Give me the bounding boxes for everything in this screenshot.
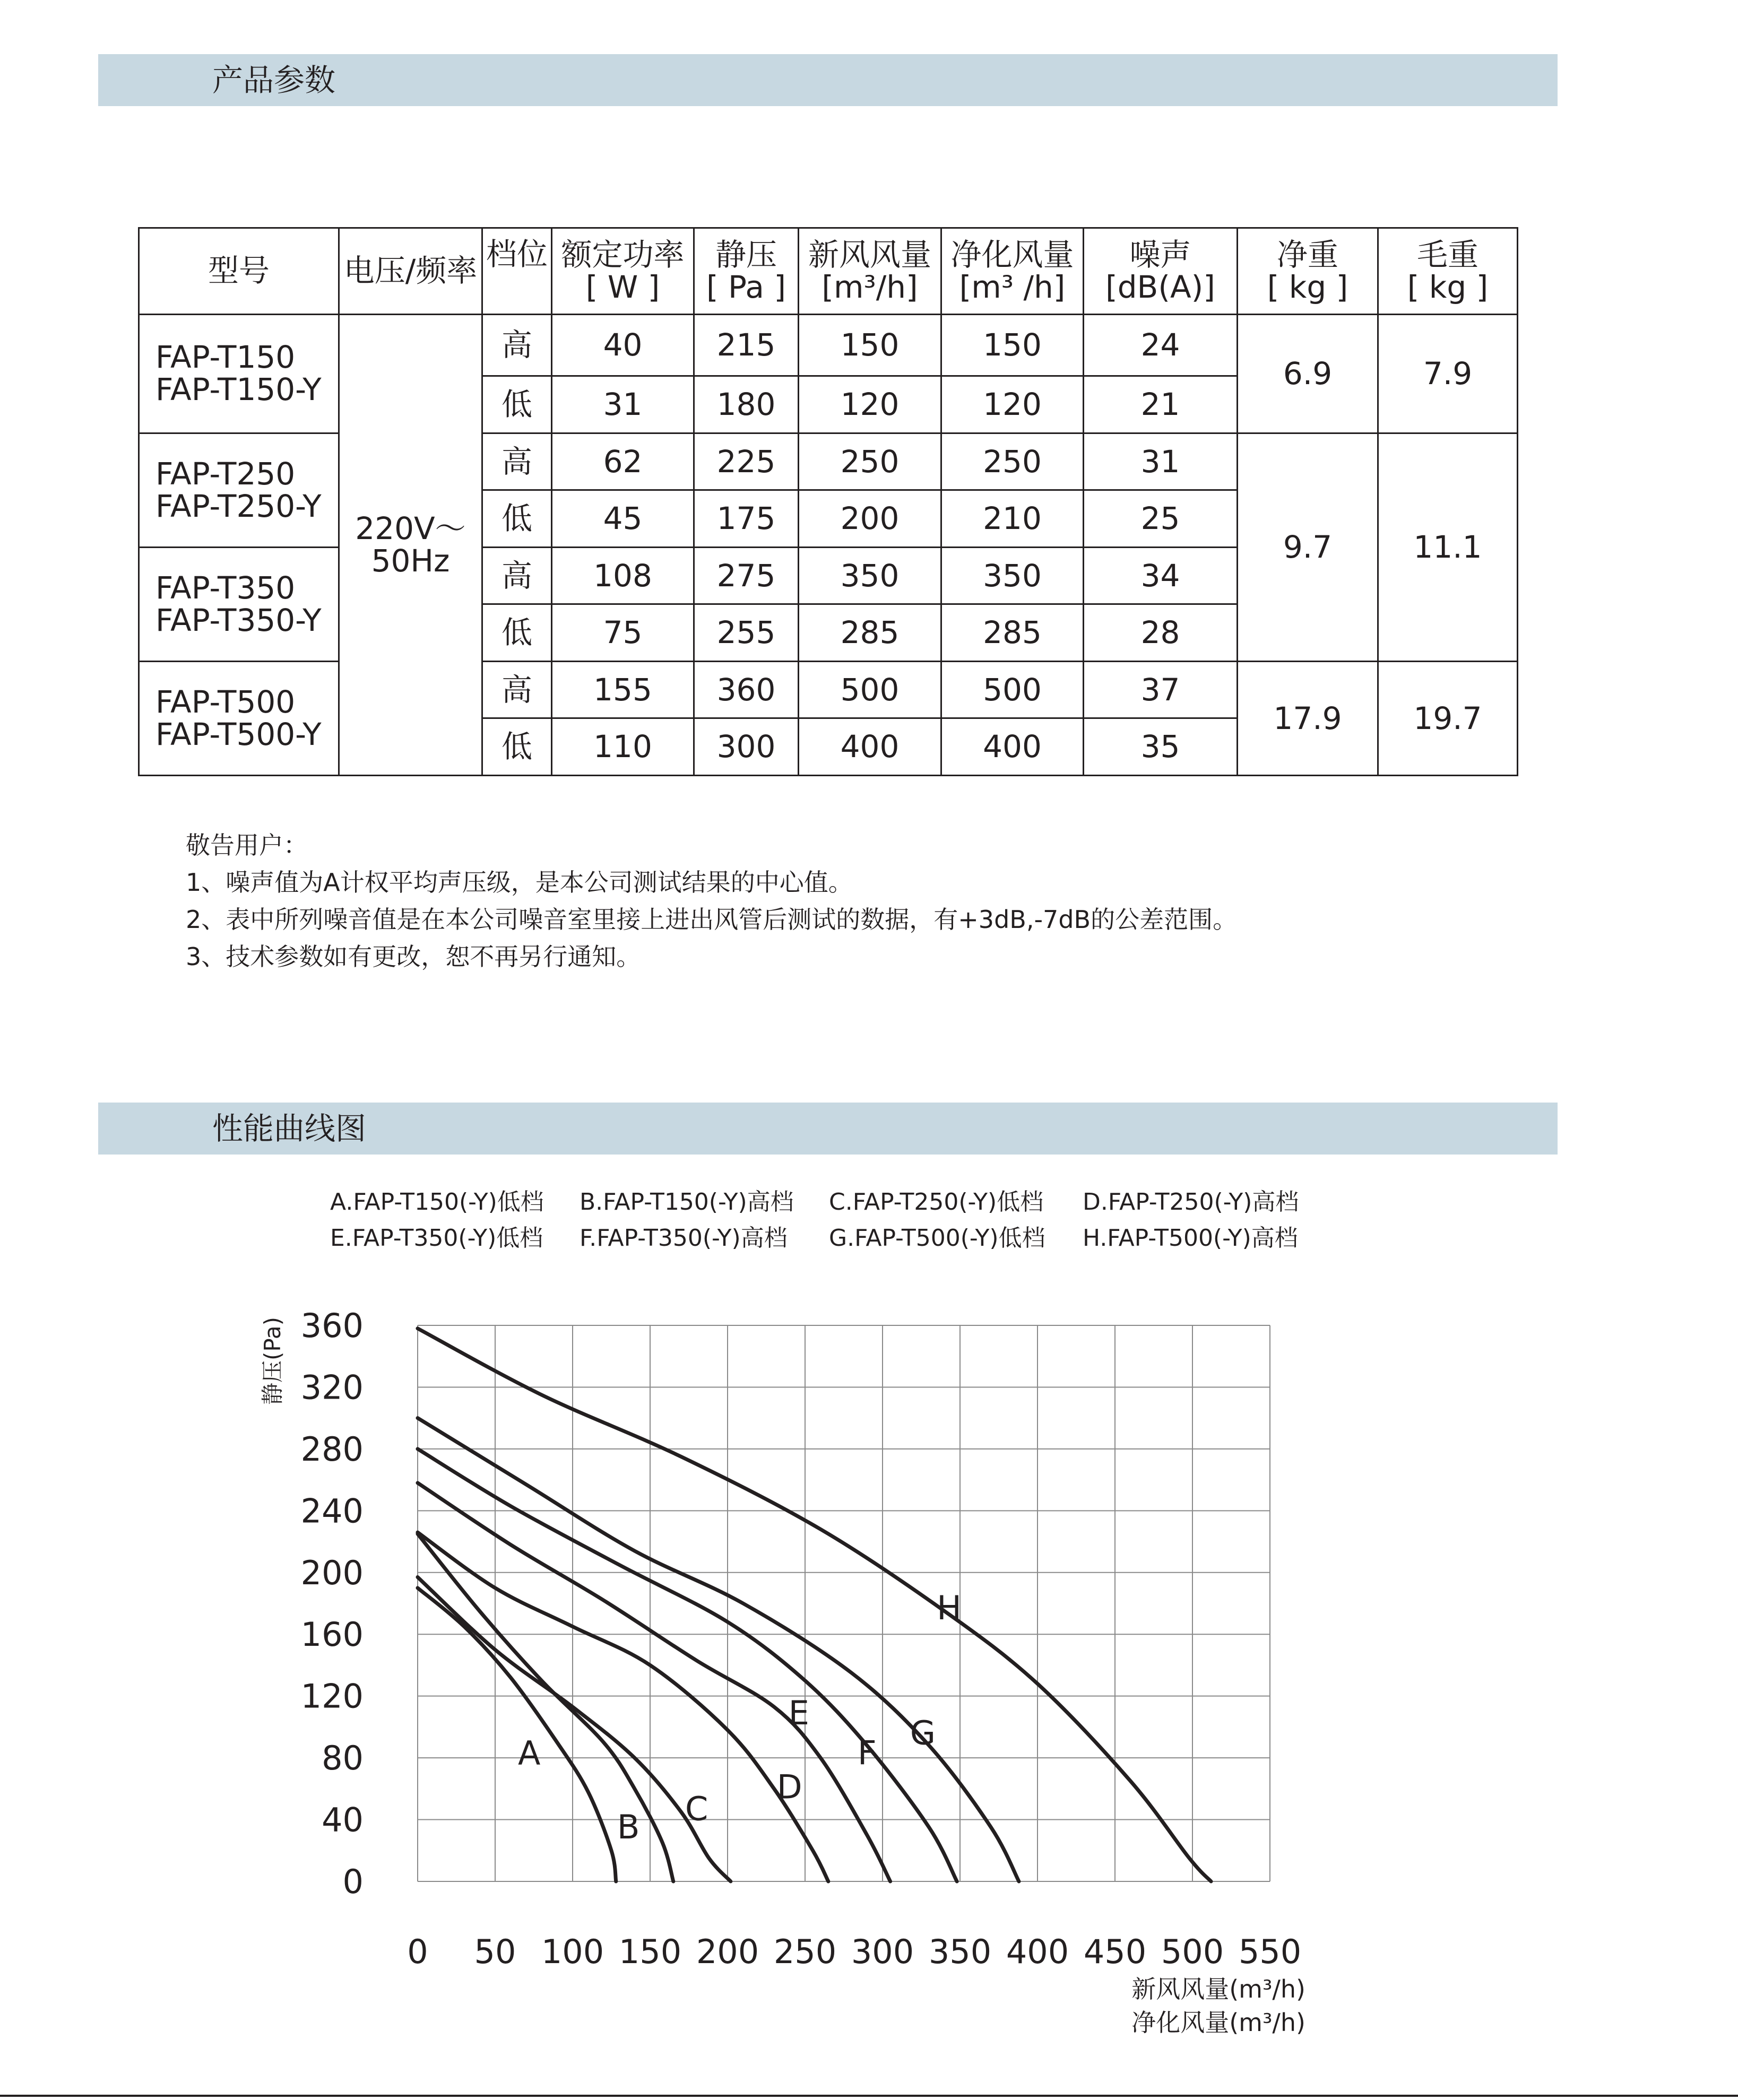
header-net-weight: 净重 [ kg ] [1238, 228, 1378, 315]
pressure-cell: 360 [694, 661, 799, 718]
power-cell: 110 [552, 718, 694, 776]
legend-item-a: A.FAP-T150(-Y)低档 [330, 1188, 544, 1216]
header-gear: 档位 [482, 228, 552, 315]
model-cell: FAP-T500 FAP-T500-Y [139, 661, 339, 775]
noise-cell: 34 [1084, 547, 1238, 604]
legend-item-b: B.FAP-T150(-Y)高档 [580, 1188, 794, 1216]
y-tick-label: 240 [300, 1491, 364, 1531]
pressure-cell: 225 [694, 433, 799, 490]
x-tick-label: 250 [773, 1932, 837, 1971]
y-tick-label: 280 [300, 1429, 364, 1469]
noise-cell: 37 [1084, 661, 1238, 718]
legend-item-e: E.FAP-T350(-Y)低档 [330, 1225, 543, 1252]
power-cell: 155 [552, 661, 694, 718]
noise-cell: 24 [1084, 314, 1238, 376]
gross-weight-cell: 19.7 [1378, 661, 1518, 775]
power-cell: 62 [552, 433, 694, 490]
power-cell: 45 [552, 490, 694, 548]
header-purify-air: 净化风量 [m³ /h] [941, 228, 1084, 315]
y-tick-label: 360 [300, 1306, 364, 1345]
section-title-params: 产品参数 [212, 62, 336, 98]
curve-c [418, 1577, 731, 1881]
power-cell: 40 [552, 314, 694, 376]
header-gross-weight: 毛重 [ kg ] [1378, 228, 1518, 315]
x-axis-label-secondary: 净化风量(m³/h) [1131, 2008, 1305, 2037]
purify-cell: 120 [941, 376, 1084, 433]
y-tick-label: 200 [300, 1553, 364, 1592]
noise-cell: 28 [1084, 604, 1238, 662]
x-tick-label: 350 [928, 1932, 992, 1971]
gear-cell: 低 [482, 718, 552, 776]
y-tick-label: 40 [322, 1800, 364, 1839]
legend-item-g: G.FAP-T500(-Y)低档 [829, 1225, 1045, 1252]
gear-cell: 低 [482, 376, 552, 433]
power-cell: 108 [552, 547, 694, 604]
header-model: 型号 [139, 228, 339, 315]
curve-label-b: B [617, 1808, 640, 1847]
header-fresh-air: 新风风量 [m³/h] [799, 228, 941, 315]
pressure-cell: 275 [694, 547, 799, 604]
fresh-cell: 200 [799, 490, 941, 548]
legend-item-d: D.FAP-T250(-Y)高档 [1083, 1188, 1299, 1216]
x-tick-label: 200 [696, 1932, 759, 1971]
purify-cell: 285 [941, 604, 1084, 662]
y-tick-label: 320 [300, 1368, 364, 1407]
curve-label-g: G [910, 1713, 936, 1752]
fresh-cell: 285 [799, 604, 941, 662]
net-weight-cell: 6.9 [1238, 314, 1378, 433]
model-cell: FAP-T250 FAP-T250-Y [139, 433, 339, 547]
y-tick-label: 80 [322, 1739, 364, 1778]
gear-cell: 高 [482, 661, 552, 718]
curve-label-d: D [776, 1767, 802, 1807]
pressure-cell: 300 [694, 718, 799, 776]
model-cell: FAP-T150 FAP-T150-Y [139, 314, 339, 433]
gear-cell: 低 [482, 490, 552, 548]
purify-cell: 250 [941, 433, 1084, 490]
noise-cell: 35 [1084, 718, 1238, 776]
x-tick-label: 100 [541, 1932, 604, 1971]
curve-label-e: E [788, 1693, 809, 1732]
purify-cell: 150 [941, 314, 1084, 376]
pressure-cell: 180 [694, 376, 799, 433]
fresh-cell: 400 [799, 718, 941, 776]
legend-item-c: C.FAP-T250(-Y)低档 [829, 1188, 1044, 1216]
x-tick-label: 150 [618, 1932, 682, 1971]
x-tick-label: 400 [1006, 1932, 1069, 1971]
gear-cell: 高 [482, 547, 552, 604]
gross-weight-cell: 7.9 [1378, 314, 1518, 433]
notice-item: 3、技术参数如有更改，恕不再另行通知。 [186, 942, 641, 971]
legend-item-f: F.FAP-T350(-Y)高档 [580, 1225, 788, 1252]
bottom-rule [0, 2095, 1738, 2097]
fresh-cell: 120 [799, 376, 941, 433]
header-noise: 噪声 [dB(A)] [1084, 228, 1238, 315]
section-title-curves: 性能曲线图 [212, 1110, 367, 1147]
model-cell: FAP-T350 FAP-T350-Y [139, 547, 339, 661]
purify-cell: 210 [941, 490, 1084, 548]
x-tick-label: 300 [851, 1932, 914, 1971]
x-tick-label: 500 [1161, 1932, 1224, 1971]
purify-cell: 400 [941, 718, 1084, 776]
notice-item: 1、噪声值为A计权平均声压级，是本公司测试结果的中心值。 [186, 868, 853, 897]
net-weight-cell: 17.9 [1238, 661, 1378, 775]
voltage-cell: 220V～ 50Hz [339, 314, 482, 775]
noise-cell: 25 [1084, 490, 1238, 548]
curve-label-h: H [937, 1588, 962, 1627]
gross-weight-cell: 11.1 [1378, 433, 1518, 661]
legend-item-h: H.FAP-T500(-Y)高档 [1083, 1225, 1298, 1252]
x-tick-label: 550 [1238, 1932, 1302, 1971]
pressure-cell: 175 [694, 490, 799, 548]
noise-cell: 21 [1084, 376, 1238, 433]
notice-heading: 敬告用户： [186, 831, 308, 860]
y-tick-label: 160 [300, 1615, 364, 1654]
gear-cell: 高 [482, 314, 552, 376]
power-cell: 75 [552, 604, 694, 662]
power-cell: 31 [552, 376, 694, 433]
fresh-cell: 350 [799, 547, 941, 604]
net-weight-cell: 9.7 [1238, 433, 1378, 661]
curve-label-f: F [857, 1733, 877, 1773]
x-tick-label: 450 [1083, 1932, 1147, 1971]
x-tick-label: 0 [407, 1932, 428, 1971]
y-tick-label: 0 [342, 1862, 364, 1901]
fresh-cell: 250 [799, 433, 941, 490]
header-voltage: 电压/频率 [339, 228, 482, 315]
pressure-cell: 255 [694, 604, 799, 662]
pressure-cell: 215 [694, 314, 799, 376]
gear-cell: 低 [482, 604, 552, 662]
noise-cell: 31 [1084, 433, 1238, 490]
x-axis-label: 新风风量(m³/h) [1131, 1975, 1305, 2003]
x-tick-label: 50 [474, 1932, 516, 1971]
y-axis-label: 静压(Pa) [260, 1317, 286, 1405]
purify-cell: 500 [941, 661, 1084, 718]
notice-item: 2、表中所列噪音值是在本公司噪音室里接上进出风管后测试的数据，有+3dB,-7dB的公差范围。 [186, 905, 1238, 934]
curve-g [418, 1418, 1019, 1881]
purify-cell: 350 [941, 547, 1084, 604]
curve-h [418, 1329, 1211, 1881]
fresh-cell: 500 [799, 661, 941, 718]
curve-label-a: A [518, 1733, 541, 1773]
header-pressure: 静压 [ Pa ] [694, 228, 799, 315]
header-power: 额定功率 [ W ] [552, 228, 694, 315]
curve-label-c: C [685, 1789, 708, 1828]
fresh-cell: 150 [799, 314, 941, 376]
gear-cell: 高 [482, 433, 552, 490]
y-tick-label: 120 [300, 1677, 364, 1716]
